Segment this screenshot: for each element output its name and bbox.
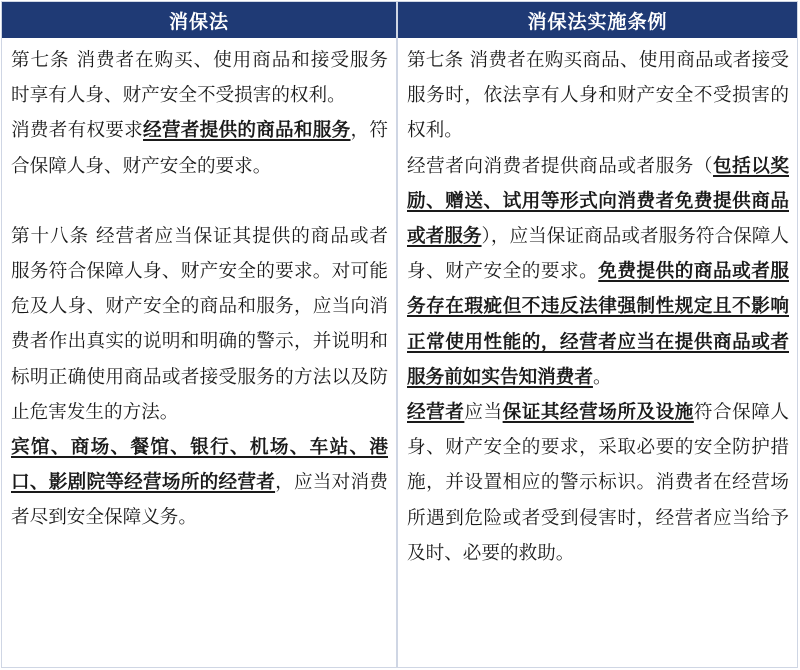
left-p2-tail: ，符合保障人身、财产安全的要求。 <box>11 120 388 177</box>
header-xiaobaofa: 消保法 <box>2 2 396 38</box>
left-p2-emphasis: 经营者提供的商品和服务 <box>143 120 351 142</box>
right-p2-emphasis-2: 免费提供的商品或者服务存在瑕疵但不违反法律强制性规定且不影响正常使用性能的，经营者应当在提供商品或者服务前如实告知消费者 <box>407 261 789 388</box>
right-p3-emphasis-1: 经营者 <box>407 402 465 424</box>
right-article-7: 第七条 消费者在购买商品、使用商品或者接受服务时，依法享有人身和财产安全不受损害的权利。 <box>407 50 789 142</box>
right-p2-tail: 。 <box>592 366 612 388</box>
left-paragraph-4 <box>11 430 388 536</box>
right-column <box>398 38 797 667</box>
right-p3-tail: 符合保障人身、财产安全的要求，采取必要的安全防护措施，并设置相应的警示标识。消费者在经营场所遇到危险或者受到侵害时，经营者应当给予及时、必要的救助。 <box>407 402 789 564</box>
right-paragraph-3 <box>407 395 789 571</box>
left-article-18: 第十八条 经营者应当保证其提供的商品或者服务符合保障人身、财产安全的要求。对可能危及人身、财产安全的商品和服务，应当向消费者作出真实的说明和明确的警示，并说明和标明正确使用商品或者接受服务的方法以及防止危害发生的方法。 <box>11 225 388 423</box>
right-p3-emphasis-2: 保证其经营场所及设施 <box>502 402 694 424</box>
right-p2-middle: ），应当保证商品或者服务符合保障人身、财产安全的要求。 <box>407 226 789 283</box>
spacer <box>11 184 388 219</box>
right-p2-emphasis-1: 包括以奖励、赠送、试用等形式向消费者免费提供商品或者服务 <box>407 155 789 248</box>
left-column <box>2 38 396 667</box>
left-p2-text: 消费者有权要求 <box>11 120 144 142</box>
right-paragraph-2 <box>407 149 789 395</box>
right-p2-text: 经营者向消费者提供商品或者服务（ <box>407 155 714 177</box>
left-paragraph-2 <box>11 113 388 183</box>
left-p4-emphasis: 宾馆、商场、餐馆、银行、机场、车站、港口、影剧院等经营场所的经营者 <box>11 437 388 494</box>
comparison-table <box>1 1 798 668</box>
right-p3-middle: 应当 <box>464 402 503 424</box>
header-implementation-regulations: 消保法实施条例 <box>398 2 797 38</box>
left-p4-tail: ，应当对消费者尽到安全保障义务。 <box>11 472 388 529</box>
left-article-7: 第七条 消费者在购买、使用商品和接受服务时享有人身、财产安全不受损害的权利。 <box>11 50 388 107</box>
